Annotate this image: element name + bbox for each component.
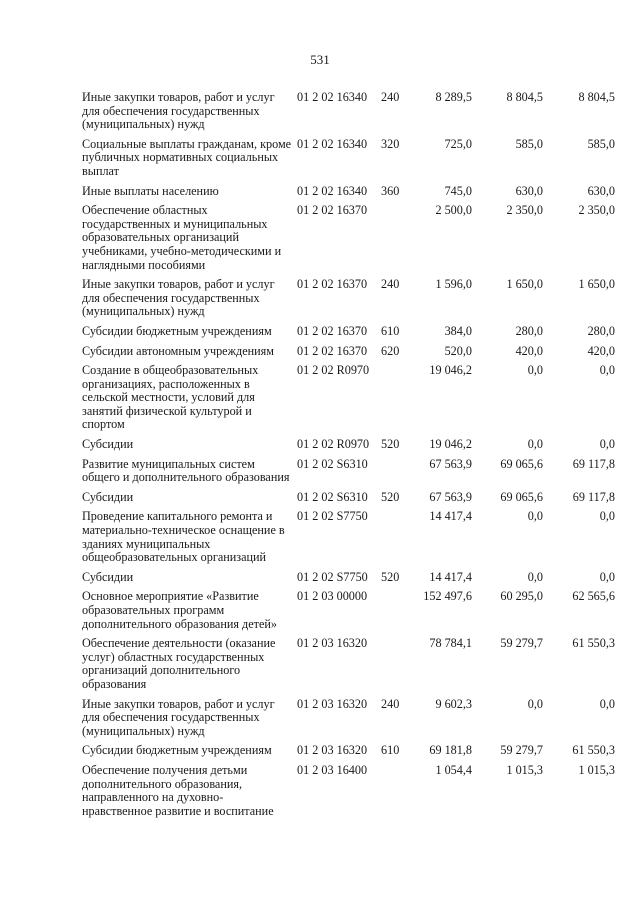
budget-table — [0, 91, 640, 824]
row-code: 01 2 03 00000 — [297, 589, 368, 604]
row-name: Основное мероприятие «Развитие образовательных программ дополнительного образования детей» — [82, 589, 277, 631]
row-value-3: 61 550,3 — [572, 636, 615, 651]
row-name: Создание в общеобразовательных организациях, расположенных в сельской местности, условий для занятий физической культурой и спортом — [82, 363, 259, 432]
table-row — [0, 364, 640, 438]
row-expense-type: 520 — [381, 569, 400, 584]
row-value-3: 0,0 — [599, 509, 615, 524]
row-value-1: 745,0 — [444, 183, 472, 198]
table-row — [0, 91, 640, 138]
row-value-3: 280,0 — [587, 323, 615, 338]
row-code: 01 2 02 S6310 — [297, 489, 368, 504]
row-value-2: 1 015,3 — [506, 762, 543, 777]
row-value-3: 62 565,6 — [572, 589, 615, 604]
row-name: Субсидии автономным учреждениям — [82, 343, 274, 358]
row-value-3: 0,0 — [599, 363, 615, 378]
row-name: Субсидии — [82, 489, 134, 504]
table-row — [0, 590, 640, 637]
table-row — [0, 458, 640, 491]
table-row — [0, 510, 640, 570]
row-value-1: 152 497,6 — [423, 589, 472, 604]
page-number: 531 — [310, 52, 330, 67]
row-name: Развитие муниципальных систем общего и дополнительного образования — [82, 456, 290, 485]
row-expense-type: 240 — [381, 277, 400, 292]
row-value-2: 0,0 — [527, 437, 543, 452]
row-value-1: 19 046,2 — [429, 437, 472, 452]
row-value-3: 0,0 — [599, 696, 615, 711]
table-row — [0, 438, 640, 458]
row-value-3: 0,0 — [599, 437, 615, 452]
row-expense-type: 520 — [381, 489, 400, 504]
row-expense-type: 320 — [381, 136, 400, 151]
table-row — [0, 204, 640, 278]
row-name: Социальные выплаты гражданам, кроме публичных нормативных социальных выплат — [82, 136, 292, 178]
row-expense-type: 520 — [381, 437, 400, 452]
row-value-1: 14 417,4 — [429, 509, 472, 524]
row-expense-type: 620 — [381, 343, 400, 358]
table-row — [0, 325, 640, 345]
row-name: Субсидии бюджетным учреждениям — [82, 323, 272, 338]
row-value-2: 8 804,5 — [506, 90, 543, 104]
row-code: 01 2 02 R0970 — [297, 437, 370, 452]
row-value-2: 0,0 — [527, 363, 543, 378]
row-code: 01 2 02 16370 — [297, 343, 368, 358]
row-value-3: 69 117,8 — [572, 456, 615, 471]
row-value-3: 61 550,3 — [572, 743, 615, 758]
row-value-2: 420,0 — [515, 343, 543, 358]
row-value-3: 420,0 — [587, 343, 615, 358]
row-value-3: 2 350,0 — [578, 203, 615, 218]
row-name: Иные выплаты населению — [82, 183, 219, 198]
row-value-2: 0,0 — [527, 509, 543, 524]
row-value-3: 630,0 — [587, 183, 615, 198]
row-value-2: 0,0 — [527, 569, 543, 584]
row-code: 01 2 03 16400 — [297, 762, 368, 777]
row-value-3: 1 650,0 — [578, 277, 615, 292]
row-expense-type: 610 — [381, 323, 400, 338]
row-value-1: 9 602,3 — [435, 696, 472, 711]
row-expense-type: 360 — [381, 183, 400, 198]
row-value-1: 67 563,9 — [429, 489, 472, 504]
row-value-2: 60 295,0 — [500, 589, 543, 604]
row-value-3: 585,0 — [587, 136, 615, 151]
table-row — [0, 345, 640, 365]
row-value-3: 69 117,8 — [572, 489, 615, 504]
row-code: 01 2 02 R0970 — [297, 363, 370, 378]
row-value-3: 1 015,3 — [578, 762, 615, 777]
row-code: 01 2 02 16340 — [297, 183, 368, 198]
row-code: 01 2 02 16370 — [297, 203, 368, 218]
row-name: Иные закупки товаров, работ и услуг для обеспечения государственных (муниципальных) нужд — [82, 90, 275, 132]
row-name: Проведение капитального ремонта и материально-техническое оснащение в зданиях муниципальных общеобразовательных организаций — [82, 509, 285, 565]
table-row — [0, 571, 640, 591]
row-expense-type: 240 — [381, 90, 400, 104]
row-value-2: 630,0 — [515, 183, 543, 198]
row-name: Субсидии — [82, 569, 134, 584]
row-code: 01 2 02 S7750 — [297, 509, 368, 524]
row-name: Субсидии бюджетным учреждениям — [82, 743, 272, 758]
row-value-2: 59 279,7 — [500, 743, 543, 758]
row-name: Субсидии — [82, 437, 134, 452]
row-code: 01 2 03 16320 — [297, 696, 368, 711]
table-row — [0, 278, 640, 325]
row-code: 01 2 02 16340 — [297, 90, 368, 104]
row-value-1: 384,0 — [444, 323, 472, 338]
row-value-2: 69 065,6 — [500, 489, 543, 504]
row-code: 01 2 03 16320 — [297, 743, 368, 758]
row-value-1: 78 784,1 — [429, 636, 472, 651]
table-row — [0, 764, 640, 824]
row-code: 01 2 02 S6310 — [297, 456, 368, 471]
table-row — [0, 491, 640, 511]
row-code: 01 2 02 16370 — [297, 277, 368, 292]
table-row — [0, 744, 640, 764]
row-name: Обеспечение деятельности (оказание услуг) областных государственных организаций дополнительного образования — [82, 636, 276, 691]
row-value-2: 2 350,0 — [506, 203, 543, 218]
row-value-2: 1 650,0 — [506, 277, 543, 292]
row-value-1: 520,0 — [444, 343, 472, 358]
table-row — [0, 698, 640, 745]
row-value-1: 2 500,0 — [435, 203, 472, 218]
row-value-2: 280,0 — [515, 323, 543, 338]
row-name: Обеспечение областных государственных и муниципальных образовательных организаций учебниками, учебно-методическими и наглядными пособиями — [82, 203, 282, 272]
table-row — [0, 138, 640, 185]
row-name: Обеспечение получения детьми дополнительного образования, направленного на духовно-нравственное развитие и воспитание — [82, 762, 274, 818]
row-value-1: 1 596,0 — [435, 277, 472, 292]
row-value-3: 0,0 — [599, 569, 615, 584]
row-value-1: 69 181,8 — [429, 743, 472, 758]
row-name: Иные закупки товаров, работ и услуг для обеспечения государственных (муниципальных) нужд — [82, 696, 275, 738]
row-value-1: 67 563,9 — [429, 456, 472, 471]
row-value-2: 69 065,6 — [500, 456, 543, 471]
row-value-2: 585,0 — [515, 136, 543, 151]
row-code: 01 2 02 16340 — [297, 136, 368, 151]
table-row — [0, 185, 640, 205]
row-value-1: 725,0 — [444, 136, 472, 151]
row-name: Иные закупки товаров, работ и услуг для обеспечения государственных (муниципальных) нужд — [82, 277, 275, 319]
row-code: 01 2 03 16320 — [297, 636, 368, 651]
row-value-1: 1 054,4 — [435, 762, 472, 777]
row-expense-type: 610 — [381, 743, 400, 758]
row-value-3: 8 804,5 — [578, 90, 615, 104]
row-expense-type: 240 — [381, 696, 400, 711]
row-value-2: 0,0 — [527, 696, 543, 711]
row-value-1: 8 289,5 — [435, 90, 472, 104]
row-code: 01 2 02 16370 — [297, 323, 368, 338]
table-row — [0, 637, 640, 697]
row-value-2: 59 279,7 — [500, 636, 543, 651]
row-value-1: 19 046,2 — [429, 363, 472, 378]
row-code: 01 2 02 S7750 — [297, 569, 368, 584]
row-value-1: 14 417,4 — [429, 569, 472, 584]
